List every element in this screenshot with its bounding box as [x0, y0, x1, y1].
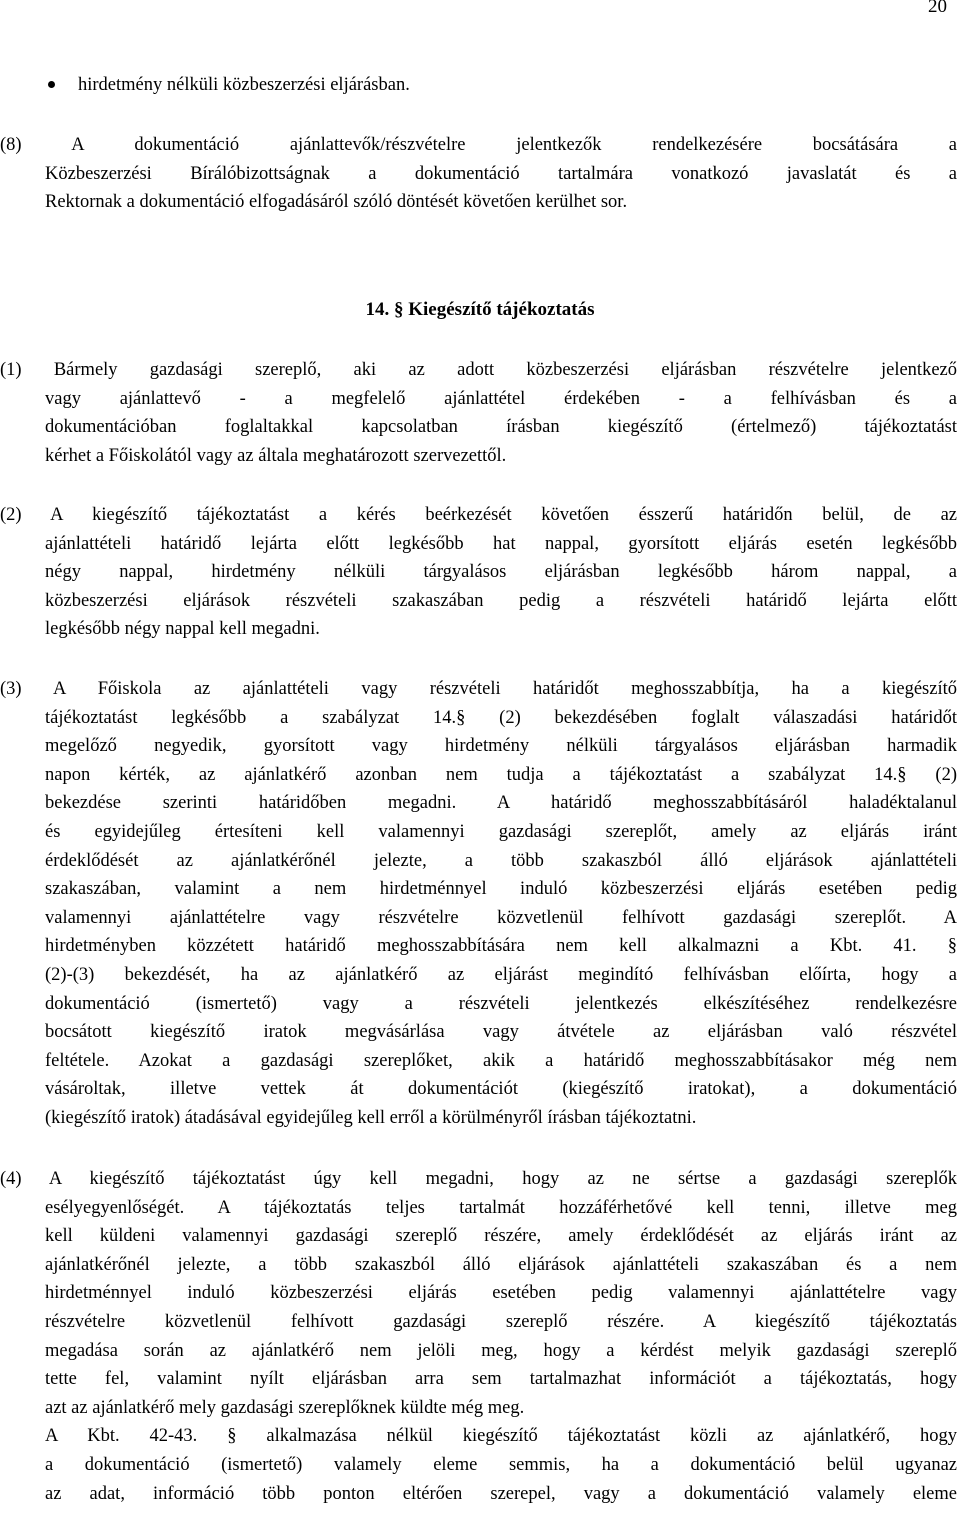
text-line: bekezdése szerinti határidőben megadni. A határidő meghosszabbításáról haladéktalanul — [45, 793, 957, 814]
text-line: A Kbt. 42-43. § alkalmazása nélkül kiegészítő tájékoztatást közli az ajánlatkérő, hogy — [45, 1426, 957, 1447]
text-line: vásároltak, illetve vettek át dokumentációt (kiegészítő iratokat), a dokumentáció — [45, 1079, 957, 1100]
section-heading: 14. § Kiegészítő tájékoztatás — [365, 299, 595, 320]
text-line: kérhet a Főiskolától vagy az általa meghatározott szervezettől. — [45, 445, 507, 466]
text-line: ajánlattételi határidő lejárta előtt legkésőbb hat nappal, gyorsított eljárás esetén legkésőbb — [45, 533, 957, 554]
text-line: dokumentáció (ismertető) vagy a részvételi jelentkezés elkészítéséhez rendelkezésre — [45, 993, 957, 1014]
text-line: megadása során az ajánlatkérő nem jelöli meg, hogy a kérdést melyik gazdasági szereplő — [45, 1340, 957, 1361]
text-line: azt az ajánlatkérő mely gazdasági szereplőknek küldte még meg. — [45, 1397, 525, 1418]
text-line: Közbeszerzési Bírálóbizottságnak a dokumentáció tartalmára vonatkozó javaslatát és a — [45, 163, 957, 184]
paragraph-1 — [0, 356, 957, 470]
text-line: vagy ajánlattevő - a megfelelő ajánlattétel érdekében - a felhívásban és a — [45, 388, 957, 409]
page-number: 20 — [928, 0, 947, 17]
text-line: az adat, információ több ponton eltérően szerepel, vagy a dokumentáció valamely eleme — [45, 1483, 957, 1504]
bullet-list-item — [48, 70, 648, 100]
text-line: (4) A kiegészítő tájékoztatást úgy kell megadni, hogy az ne sértse a gazdasági szereplők — [0, 1169, 957, 1189]
text-line: (2)-(3) bekezdését, ha az ajánlatkérő az eljárást megindító felhívásban előírta, hogy a — [45, 964, 957, 985]
text-line: a dokumentáció (ismertető) valamely eleme semmis, ha a dokumentáció belül ugyanaz — [45, 1454, 957, 1475]
text-line: tette fel, valamint nyílt eljárásban arra sem tartalmazhat információt a tájékoztatás, hogy — [45, 1369, 957, 1390]
bullet-icon — [48, 81, 55, 88]
text-line: és egyidejűleg értesíteni kell valamennyi gazdasági szereplőt, amely az eljárás iránt — [45, 821, 957, 842]
text-line: legkésőbb négy nappal kell megadni. — [45, 619, 320, 640]
text-line: (1) Bármely gazdasági szereplő, aki az adott közbeszerzési eljárásban részvételre jelentkező — [0, 360, 957, 380]
text-line: feltétele. Azokat a gazdasági szereplőket, akik a határidő meghosszabbításakor még nem — [45, 1050, 957, 1071]
text-line: esélyegyenlőségét. A tájékoztatás teljes tartalmát hozzáférhetővé kell tenni, illetve meg — [45, 1197, 957, 1218]
paragraph-8 — [0, 131, 957, 217]
text-line: hirdetménnyel induló közbeszerzési eljárás esetében pedig valamennyi ajánlattételre vagy — [45, 1283, 957, 1304]
text-line: érdeklődését az ajánlatkérőnél jelezte, a több szakaszból álló eljárások ajánlattételi — [45, 850, 957, 871]
text-line: megelőző negyedik, gyorsított vagy hirdetmény nélküli tárgyalásos eljárásban harmadik — [45, 736, 957, 757]
paragraph-4 — [0, 1165, 957, 1508]
text-line: ajánlatkérőnél jelezte, a több szakaszból álló eljárások ajánlattételi szakaszában és a nem — [45, 1254, 957, 1275]
text-line: szakaszában, valamint a nem hirdetménnyel induló közbeszerzési eljárás esetében pedig — [45, 879, 957, 900]
text-line: tájékoztatást legkésőbb a szabályzat 14.§ (2) bekezdésében foglalt válaszadási határidőt — [45, 707, 957, 728]
bullet-text: hirdetmény nélküli közbeszerzési eljárásban. — [78, 75, 410, 95]
text-line: napon kérték, az ajánlatkérő azonban nem tudja a tájékoztatást a szabályzat 14.§ (2) — [45, 764, 957, 785]
text-line: kell küldeni valamennyi gazdasági szereplő részére, amely érdeklődését az eljárás iránt az — [45, 1226, 957, 1247]
text-line: négy nappal, hirdetmény nélküli tárgyalásos eljárásban legkésőbb három nappal, a — [45, 562, 957, 583]
text-line: (8) A dokumentáció ajánlattevők/részvételre jelentkezők rendelkezésére bocsátására a — [0, 135, 957, 155]
text-line: közbeszerzési eljárások részvételi szakaszában pedig a részvételi határidő lejárta előtt — [45, 590, 957, 611]
text-line: dokumentációban foglaltakkal kapcsolatban írásban kiegészítő (értelmező) tájékoztatást — [45, 417, 957, 438]
text-line: (kiegészítő iratok) átadásával egyidejűleg kell erről a körülményről írásban tájékoztatni. — [45, 1107, 697, 1128]
text-line: hirdetményben közzétett határidő meghosszabbítására nem kell alkalmazni a Kbt. 41. § — [45, 936, 957, 957]
text-line: Rektornak a dokumentáció elfogadásáról szóló döntését követően kerülhet sor. — [45, 192, 628, 213]
text-line: (2) A kiegészítő tájékoztatást a kérés beérkezését követően ésszerű határidőn belül, de az — [0, 505, 957, 525]
text-line: valamennyi ajánlattételre vagy részvételre közvetlenül felhívott gazdasági szereplőt. A — [45, 907, 957, 928]
text-line: részvételre közvetlenül felhívott gazdasági szereplő részére. A kiegészítő tájékoztatás — [45, 1311, 957, 1332]
paragraph-2 — [0, 501, 957, 644]
text-line: bocsátott kiegészítő iratok megvásárlása vagy átvétele az eljárásban való részvétel — [45, 1022, 957, 1043]
text-line: (3) A Főiskola az ajánlattételi vagy részvételi határidőt meghosszabbítja, ha a kiegészítő — [0, 679, 957, 699]
paragraph-3 — [0, 675, 957, 1133]
